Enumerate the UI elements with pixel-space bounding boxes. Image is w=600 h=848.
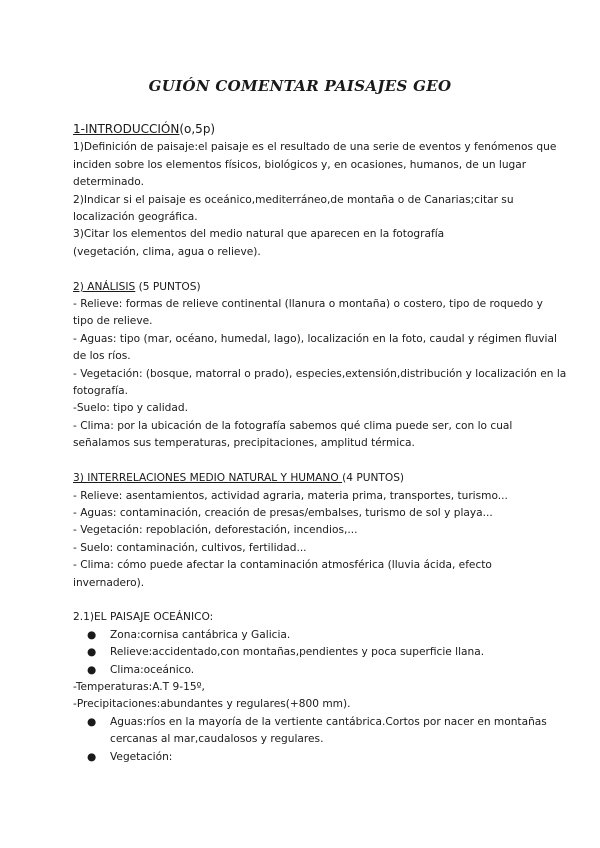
intro-line: 2)Indicar si el paisaje es oceánico,mediterráneo,de montaña o de Canarias;citar su — [73, 193, 514, 206]
list-item — [73, 644, 533, 661]
list-item — [73, 749, 533, 766]
intro-line: 1)Definición de paisaje:el paisaje es el resultado de una serie de eventos y fenómenos que — [73, 141, 557, 154]
bullet-icon: ● — [87, 663, 97, 676]
spacer — [73, 261, 533, 278]
oceanico-line: -Precipitaciones:abundantes y regulares(+800 mm). — [73, 698, 351, 711]
oceanico-bullet-list — [73, 714, 547, 766]
intro-line: inciden sobre los elementos físicos, biológicos y, en ocasiones, humanos, de un lugar — [73, 158, 527, 171]
list-item-text: Zona:cornisa cantábrica y Galicia. — [110, 628, 291, 641]
analisis-line: -Suelo: tipo y calidad. — [73, 402, 188, 415]
list-item-text: Relieve:accidentado,con montañas,pendientes y poca superficie llana. — [110, 646, 485, 659]
oceanico-line: -Temperaturas:A.T 9-15º, — [73, 680, 205, 693]
spacer — [73, 453, 533, 470]
intro-points: (o,5p) — [179, 122, 216, 136]
document-body — [73, 121, 567, 766]
analisis-heading: 2) ANÁLISIS — [73, 280, 136, 293]
analisis-line: señalamos sus temperaturas, precipitaciones, amplitud térmica. — [73, 437, 415, 450]
analisis-line: - Relieve: formas de relieve continental (llanura o montaña) o costero, tipo de roquedo y — [73, 298, 543, 311]
analisis-points: (5 PUNTOS) — [135, 280, 201, 293]
list-item-text: Vegetación: — [110, 750, 173, 763]
interrelaciones-heading-line — [73, 470, 533, 487]
intro-line: 3)Citar los elementos del medio natural que aparecen en la fotografía — [73, 228, 445, 241]
intro-heading: 1-INTRODUCCIÓN — [73, 122, 180, 136]
bullet-icon: ● — [87, 646, 97, 659]
bullet-icon: ● — [87, 628, 97, 641]
list-item — [73, 662, 533, 679]
analisis-line: - Clima: por la ubicación de la fotografía sabemos qué clima puede ser, con lo cual — [73, 419, 513, 432]
interrelaciones-line: invernadero). — [73, 576, 145, 589]
list-item-text: cercanas al mar,caudalosos y regulares. — [110, 733, 324, 746]
analisis-line: fotografía. — [73, 385, 128, 398]
intro-heading-line — [73, 121, 533, 139]
analisis-line: de los ríos. — [73, 350, 131, 363]
list-item-text: Clima:oceánico. — [110, 663, 195, 676]
intro-line: (vegetación, clima, agua o relieve). — [73, 245, 261, 258]
list-item — [73, 627, 533, 644]
intro-line: localización geográfica. — [73, 211, 198, 224]
intro-line: determinado. — [73, 176, 144, 189]
spacer — [73, 592, 533, 609]
interrelaciones-line: - Aguas: contaminación, creación de presas/embalses, turismo de sol y playa... — [73, 506, 493, 519]
oceanico-bullet-list — [73, 627, 533, 679]
analisis-heading-line — [73, 279, 533, 296]
bullet-icon: ● — [87, 715, 97, 728]
analisis-line: - Vegetación: (bosque, matorral o prado), especies,extensión,distribución y localización en la — [73, 367, 567, 380]
bullet-icon: ● — [87, 750, 97, 763]
interrelaciones-line: - Vegetación: repoblación, deforestación, incendios,... — [73, 524, 358, 537]
list-item — [73, 714, 547, 749]
document-title: GUIÓN COMENTAR PAISAJES GEO — [148, 77, 452, 95]
interrelaciones-line: - Relieve: asentamientos, actividad agraria, materia prima, transportes, turismo... — [73, 489, 508, 502]
oceanico-heading: 2.1)EL PAISAJE OCEÁNICO: — [73, 611, 214, 624]
interrelaciones-line: - Suelo: contaminación, cultivos, fertilidad... — [73, 541, 307, 554]
interrelaciones-points: (4 PUNTOS) — [342, 472, 405, 485]
analisis-line: tipo de relieve. — [73, 315, 153, 328]
interrelaciones-heading: 3) INTERRELACIONES MEDIO NATURAL Y HUMANO — [73, 472, 343, 485]
interrelaciones-line: - Clima: cómo puede afectar la contaminación atmosférica (lluvia ácida, efecto — [73, 559, 492, 572]
analisis-line: - Aguas: tipo (mar, océano, humedal, lago), localización en la foto, caudal y régimen fluvial — [73, 332, 557, 345]
list-item-text: Aguas:ríos en la mayoría de la vertiente cantábrica.Cortos por nacer en montañas — [110, 715, 547, 728]
